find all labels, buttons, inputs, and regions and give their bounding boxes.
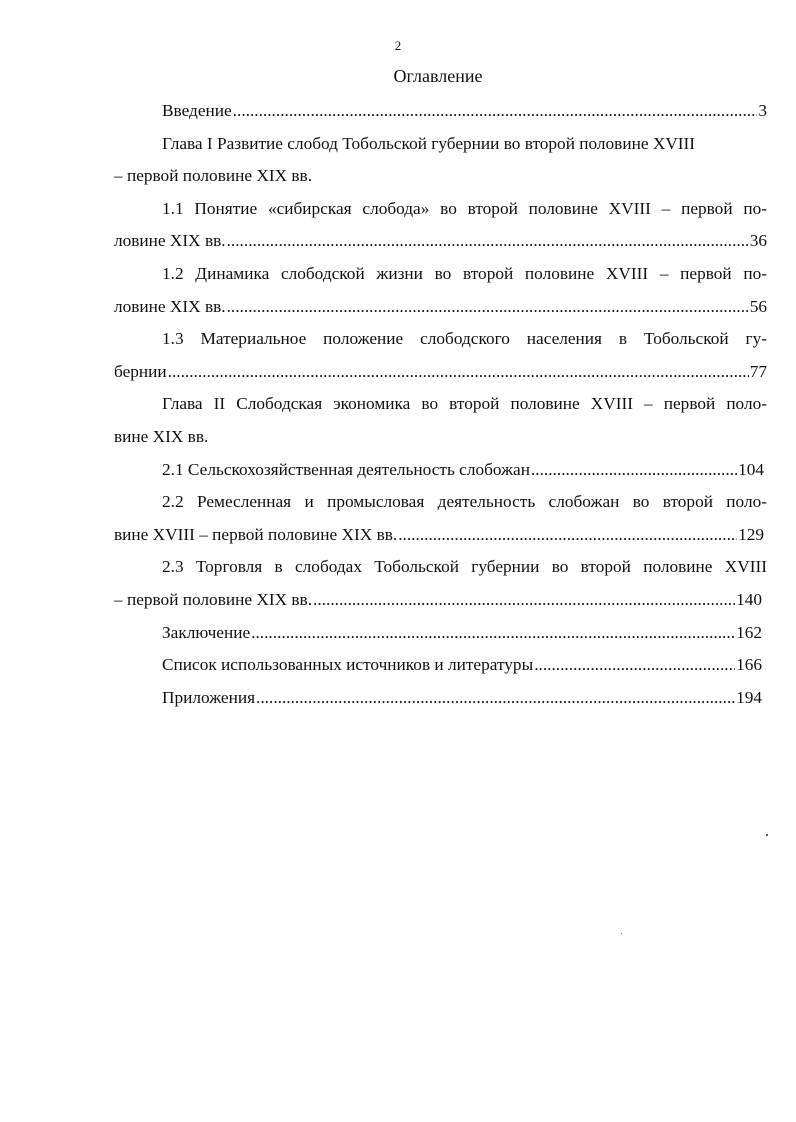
toc-entry-chapter-2 — [114, 388, 767, 421]
toc-entry-label: вине XVIII – первой половине XIX вв. — [114, 524, 398, 544]
toc-page-number: 56 — [749, 296, 767, 316]
toc-entry-line: 2.2 Ремесленная и промысловая деятельность слобожан во второй поло- — [162, 492, 767, 512]
toc-entry-label: Список использованных источников и литературы — [162, 655, 534, 675]
scan-speck — [621, 933, 622, 934]
toc-entry-1-2-cont — [114, 291, 767, 324]
toc-entry-line: Глава II Слободская экономика во второй половине XVIII – первой поло- — [162, 394, 767, 414]
dot-leader — [227, 291, 749, 324]
toc-entry-intro — [114, 95, 767, 128]
toc-entry-appendix — [114, 682, 762, 715]
toc-page-number: 162 — [736, 622, 762, 642]
toc-entry-label: Заключение — [162, 622, 251, 642]
toc-page-number: 194 — [736, 687, 762, 707]
toc-entry-label: ловине XIX вв. — [114, 231, 226, 251]
toc-entry-label: – первой половине XIX вв. — [114, 589, 313, 609]
toc-page-number: 3 — [758, 101, 767, 120]
toc-entry-2-3 — [114, 551, 767, 584]
scan-speck — [766, 834, 768, 836]
dot-leader — [251, 617, 735, 650]
page-title: Оглавление — [393, 66, 483, 86]
toc-entry-2-2 — [114, 486, 767, 519]
toc-page-number: 166 — [736, 655, 762, 675]
toc-entry-line: вине XIX вв. — [114, 426, 209, 446]
table-of-contents — [114, 95, 767, 714]
toc-entry-1-3 — [114, 323, 767, 356]
toc-entry-label: бернии — [114, 361, 167, 381]
toc-entry-2-3-cont — [114, 584, 762, 617]
toc-entry-1-3-cont — [114, 356, 767, 389]
toc-entry-line: – первой половине XIX вв. — [114, 166, 313, 186]
toc-page-number: 77 — [749, 361, 767, 381]
toc-page-number: 104 — [738, 459, 764, 479]
toc-entry-line: 1.1 Понятие «сибирская слобода» во второй половине XVIII – первой по- — [162, 198, 767, 218]
dot-leader — [313, 584, 735, 617]
toc-entry-chapter-1 — [114, 128, 767, 161]
toc-entry-1-2 — [114, 258, 767, 291]
page-number: 2 — [394, 38, 402, 53]
dot-leader — [531, 454, 737, 487]
dot-leader — [168, 356, 749, 389]
toc-entry-line: 2.3 Торговля в слободах Тобольской губернии во второй половине XVIII — [162, 557, 767, 577]
toc-page-number: 129 — [738, 524, 764, 544]
toc-entry-chapter-2-cont — [114, 421, 767, 454]
toc-entry-line: Глава I Развитие слобод Тобольской губернии во второй половине XVIII — [162, 133, 696, 153]
toc-entry-line: 1.3 Материальное положение слободского населения в Тобольской гу- — [162, 329, 767, 349]
toc-entry-label: Приложения — [162, 687, 256, 707]
toc-page-number: 36 — [749, 231, 767, 251]
toc-entry-line: 1.2 Динамика слободской жизни во второй половине XVIII – первой по- — [162, 263, 767, 283]
toc-page-number: 140 — [736, 589, 762, 609]
toc-entry-label: ловине XIX вв. — [114, 296, 226, 316]
dot-leader — [227, 225, 749, 258]
toc-entry-2-1 — [114, 454, 764, 487]
dot-leader — [233, 95, 758, 128]
toc-entry-sources — [114, 649, 762, 682]
toc-entry-1-1 — [114, 193, 767, 226]
toc-entry-1-1-cont — [114, 225, 767, 258]
toc-entry-conclusion — [114, 617, 762, 650]
toc-entry-label: Введение — [162, 101, 232, 120]
toc-entry-2-2-cont — [114, 519, 764, 552]
dot-leader — [398, 519, 737, 552]
toc-entry-label: 2.1 Сельскохозяйственная деятельность слобожан — [162, 459, 530, 479]
toc-entry-chapter-1-cont — [114, 160, 767, 193]
dot-leader — [256, 682, 735, 715]
dot-leader — [534, 649, 735, 682]
